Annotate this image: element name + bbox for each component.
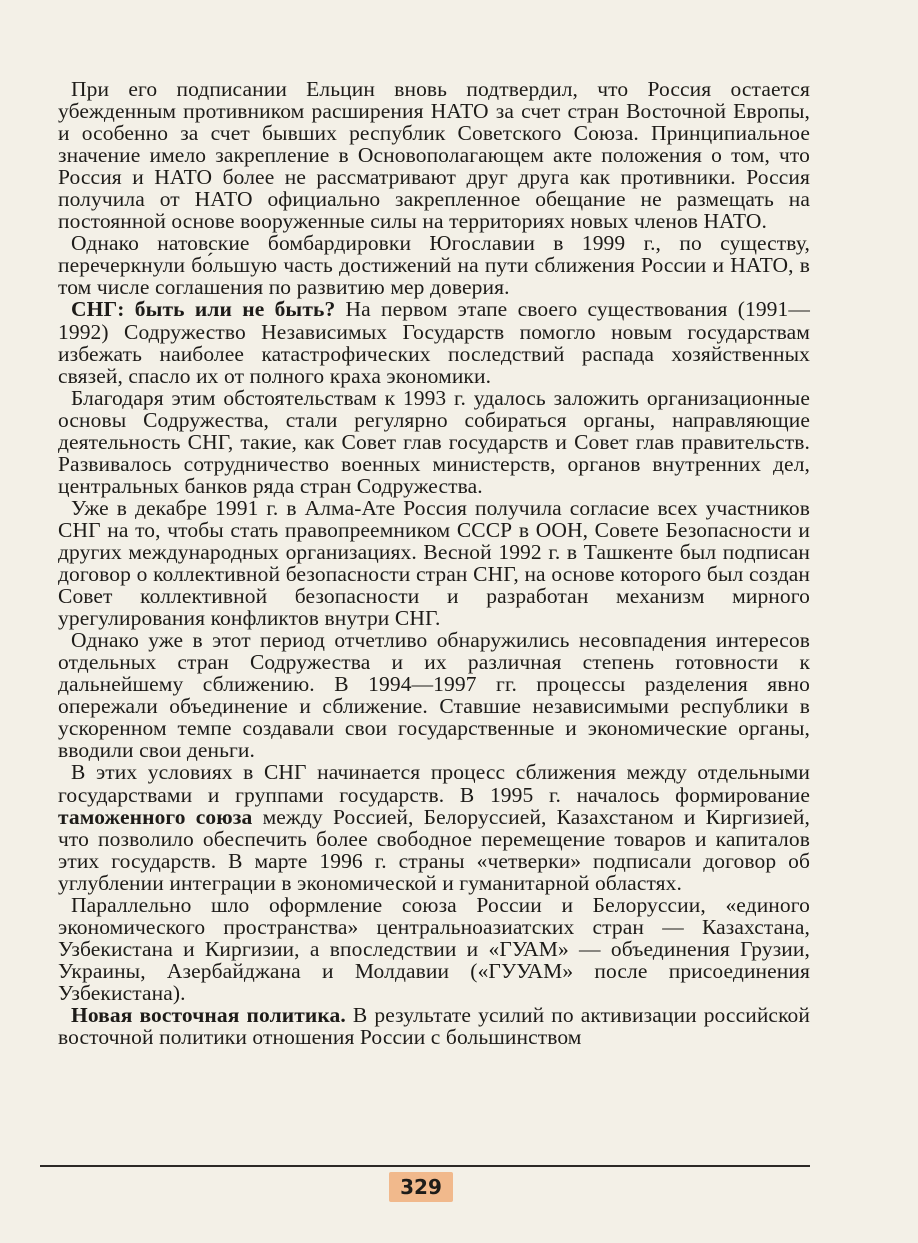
paragraph <box>58 629 810 761</box>
paragraph-text: Уже в декабре 1991 г. в Алма-Ате Россия получила согласие всех участников СНГ на то, чтобы стать правопреемником СССР в ООН, Совете Безопасности и других международных организациях. Весной 1992 г. в Ташкенте был подписан договор о коллективной безопасности стран СНГ, на основе которого был создан Совет коллективной безопасности и разработан механизм мирного урегулирования конфликтов внутри СНГ. <box>58 495 810 631</box>
section-heading-eastern-policy: Новая восточная политика. <box>71 1002 346 1027</box>
paragraph <box>58 298 810 386</box>
paragraph <box>58 761 810 893</box>
paragraph <box>58 78 810 232</box>
paragraph-text: В результате усилий по активизации российской восточной политики отношения России с большинством <box>58 1002 810 1050</box>
paragraph <box>58 232 810 298</box>
paragraph-text: Однако натовские бомбардировки Югославии в 1999 г., по существу, перечеркнули бо́льшую часть достижений на пути сближения России и НАТО, в том числе соглашения по развитию мер доверия. <box>58 231 810 300</box>
paragraph <box>58 1004 810 1048</box>
paragraph <box>58 497 810 629</box>
paragraph-text: В этих условиях в СНГ начинается процесс сближения между отдельными государствами и группами государств. В 1995 г. началось формирование <box>58 760 810 807</box>
paragraph <box>58 387 810 497</box>
paragraph-text: Параллельно шло оформление союза России и Белоруссии, «единого экономического пространства» центральноазиатских стран — Казахстана, Узбекистана и Киргизии, а впоследствии и «ГУАМ» — объединения Грузии, Украины, Азербайджана и Молдавии («ГУУАМ» после присоединения Узбекистана). <box>58 892 810 1005</box>
term-customs-union: таможенного союза <box>58 804 253 829</box>
paragraph-text: Благодаря этим обстоятельствам к 1993 г. удалось заложить организационные основы Содружества, стали регулярно собираться органы, направляющие деятельность СНГ, такие, как Совет глав государств и Совет глав правительств. Развивалось сотрудничество военных министерств, органов внутренних дел, центральных банков ряда стран Содружества. <box>58 385 810 498</box>
paragraph-text: При его подписании Ельцин вновь подтвердил, что Россия остается убежденным противником расширения НАТО за счет стран Восточной Европы, и особенно за счет бывших республик Советского Союза. Принципиальное значение имело закрепление в Основополагающем акте положения о том, что Россия и НАТО более не рассматривают друг друга как противники. Россия получила от НАТО официально закрепленное обещание не размещать на постоянной основе вооруженные силы на территориях новых членов НАТО. <box>58 77 810 234</box>
paragraph <box>58 894 810 1004</box>
page-number: 329 <box>389 1172 453 1202</box>
body-text <box>58 78 810 1048</box>
paragraph-text: На первом этапе своего существования (1991—1992) Содружество Независимых Государств помогло новым государствам избежать наиболее катастрофических последствий распада хозяйственных связей, спасло их от полного краха экономики. <box>58 297 810 388</box>
paragraph-text: между Россией, Белоруссией, Казахстаном и Киргизией, что позволило обеспечить более свободное перемещение товаров и капиталов этих государств. В марте 1996 г. страны «четверки» подписали договор об углублении интеграции в экономической и гуманитарной областях. <box>58 804 810 895</box>
section-heading-cis: СНГ: быть или не быть? <box>71 297 336 322</box>
paragraph-text: Однако уже в этот период отчетливо обнаружились несовпадения интересов отдельных стран Содружества и их различная степень готовности к дальнейшему сближению. В 1994—1997 гг. процессы разделения явно опережали объединение и сближение. Ставшие независимыми республики в ускоренном темпе создавали свои государственные и экономические органы, вводили свои деньги. <box>58 628 810 763</box>
footer-divider <box>40 1165 810 1167</box>
